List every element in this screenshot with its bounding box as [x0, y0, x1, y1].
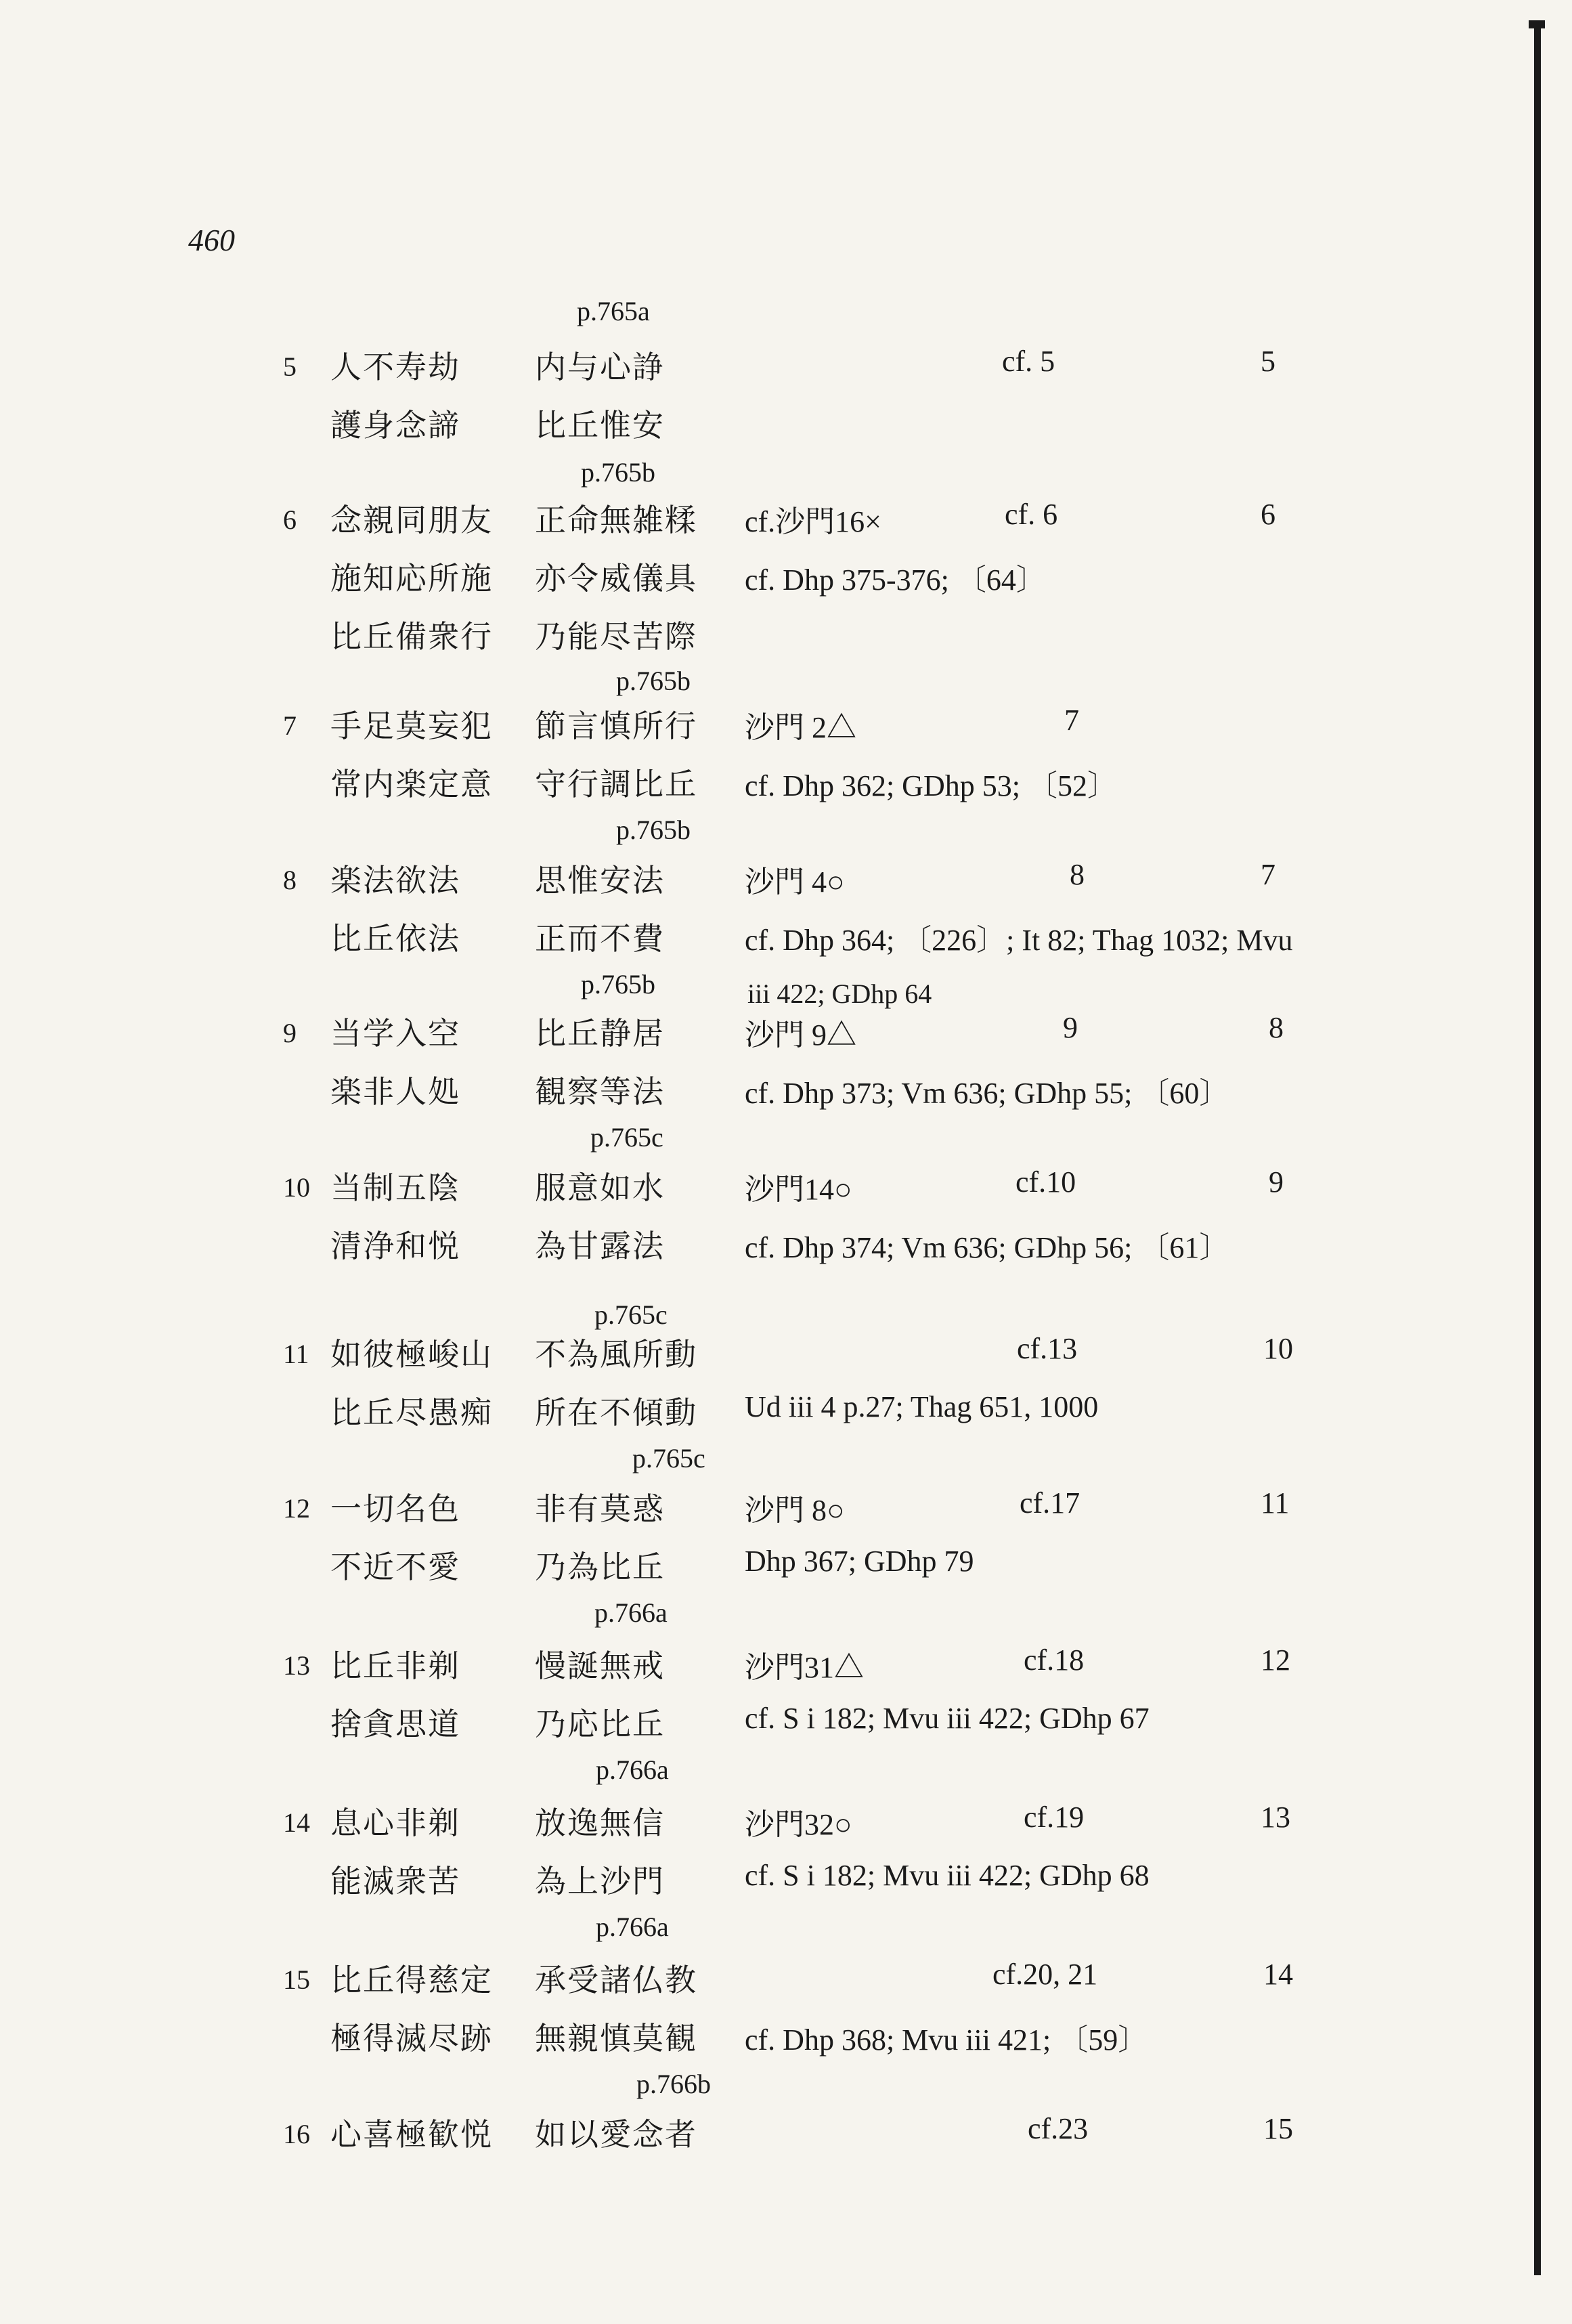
page-reference: p.766a [596, 1912, 669, 1942]
verse-line [0, 852, 1572, 910]
verse-number: 11 [283, 1339, 309, 1369]
verse-text-a: 常内楽定意 [330, 766, 493, 802]
parallel-reference: cf. S i 182; Mvu iii 422; GDhp 67 [745, 1702, 1150, 1735]
verse-text-b: 服意如水 [535, 1169, 665, 1206]
verse-entry [0, 1480, 1572, 1628]
verse-entry [0, 1159, 1572, 1330]
verse-text-b: 為上沙門 [535, 1863, 665, 1899]
verse-line [0, 1853, 1572, 1911]
verse-text-a: 比丘依法 [330, 920, 460, 957]
pali-parallel-number: cf. 6 [1005, 498, 1058, 531]
verse-number: 16 [283, 2119, 310, 2149]
verse-text-b: 乃為比丘 [535, 1549, 665, 1585]
verse-text-a: 能滅衆苦 [330, 1863, 460, 1899]
verse-line [0, 1384, 1572, 1442]
verse-line [0, 1480, 1572, 1538]
verse-text-b: 所在不傾動 [535, 1394, 697, 1431]
verse-text-b: 無親慎莫観 [535, 2020, 697, 2057]
parallel-reference: cf. S i 182; Mvu iii 422; GDhp 68 [745, 1859, 1150, 1892]
verse-entry [0, 1952, 1572, 2099]
verse-number: 5 [283, 351, 297, 382]
verse-text-a: 楽法欲法 [330, 862, 460, 899]
verse-entry [0, 697, 1572, 845]
parallel-reference: 沙門 4○ [745, 865, 845, 899]
pali-parallel-number: cf. 5 [1002, 345, 1055, 378]
verse-entry [0, 492, 1572, 696]
verse-text-b: 観察等法 [535, 1073, 665, 1110]
verse-text-a: 清浄和悦 [330, 1228, 460, 1264]
parallel-reference: 沙門 2△ [745, 711, 856, 744]
pali-parallel-number: cf.18 [1024, 1643, 1085, 1677]
verse-line [0, 339, 1572, 397]
verse-line [0, 1005, 1572, 1063]
verse-line [0, 492, 1572, 550]
verse-text-b: 思惟安法 [535, 862, 665, 899]
verse-line [0, 1063, 1572, 1121]
verse-number: 14 [283, 1807, 310, 1838]
sanskrit-parallel-number: 11 [1261, 1486, 1290, 1520]
verse-entry [0, 1005, 1572, 1153]
parallel-reference: cf. Dhp 373; Vm 636; GDhp 55; 〔60〕 [745, 1077, 1229, 1110]
verse-text-a: 当学入空 [330, 1015, 460, 1052]
sanskrit-parallel-number: 12 [1261, 1643, 1290, 1677]
verse-text-a: 如彼極峻山 [330, 1336, 493, 1373]
pali-parallel-number: cf.23 [1028, 2112, 1089, 2145]
verse-text-b: 正而不費 [535, 920, 665, 957]
parallel-reference: cf.沙門16× [745, 505, 881, 538]
verse-entry [0, 339, 1572, 488]
parallel-reference: Dhp 367; GDhp 79 [745, 1545, 974, 1578]
parallel-reference-continued: iii 422; GDhp 64 [747, 978, 932, 1009]
parallel-reference: cf. Dhp 375-376; 〔64〕 [745, 563, 1046, 597]
verse-text-b: 乃応比丘 [535, 1706, 665, 1742]
verse-text-a: 施知応所施 [330, 560, 493, 597]
verse-line [0, 697, 1572, 756]
parallel-reference: cf. Dhp 364; 〔226〕; It 82; Thag 1032; Mvu [745, 924, 1293, 957]
verse-line [0, 397, 1572, 455]
pali-parallel-number: cf.19 [1024, 1801, 1085, 1834]
page-number: 460 [188, 223, 235, 257]
verse-text-a: 護身念諦 [330, 407, 460, 444]
binding-edge-tick [1529, 20, 1545, 28]
verse-text-a: 比丘尽愚痴 [330, 1394, 493, 1431]
verse-text-b: 正命無雑糅 [535, 502, 697, 538]
verse-text-b: 内与心諍 [535, 349, 665, 385]
parallel-reference: 沙門 9△ [745, 1018, 856, 1052]
page-reference: p.765c [594, 1299, 668, 1330]
sanskrit-parallel-number: 15 [1263, 2112, 1293, 2145]
pali-parallel-number: 8 [1070, 858, 1085, 891]
verse-line [0, 756, 1572, 814]
verse-entry [0, 1637, 1572, 1785]
page-reference: p.766b [636, 2069, 711, 2099]
verse-line [0, 1159, 1572, 1218]
parallel-reference: 沙門14○ [745, 1173, 852, 1206]
verse-text-b: 守行調比丘 [535, 766, 697, 802]
page-reference: p.765c [632, 1443, 705, 1473]
sanskrit-parallel-number: 9 [1269, 1165, 1284, 1199]
verse-line [0, 910, 1572, 968]
parallel-reference: 沙門31△ [745, 1651, 864, 1684]
page-reference: p.766a [594, 1597, 668, 1628]
pali-parallel-number: cf.17 [1020, 1486, 1080, 1520]
pali-parallel-number: cf.13 [1017, 1332, 1078, 1365]
verse-text-b: 如以愛念者 [535, 2116, 697, 2153]
page-reference: p.765c [590, 1122, 663, 1153]
pali-parallel-number: 7 [1064, 704, 1079, 737]
sanskrit-parallel-number: 13 [1261, 1801, 1290, 1834]
verse-text-b: 比丘静居 [535, 1015, 665, 1052]
verse-line [0, 1696, 1572, 1754]
verse-text-a: 比丘非剃 [330, 1648, 460, 1684]
verse-text-a: 比丘備衆行 [330, 618, 493, 655]
verse-text-a: 息心非剃 [330, 1805, 460, 1841]
sanskrit-parallel-number: 14 [1263, 1958, 1293, 1991]
pali-parallel-number: 9 [1063, 1011, 1078, 1044]
verse-text-a: 手足莫妄犯 [330, 708, 493, 744]
verse-number: 9 [283, 1018, 297, 1048]
verse-entry [0, 2106, 1572, 2164]
page-reference: p.765b [616, 666, 691, 696]
verse-text-a: 人不寿劫 [330, 349, 460, 385]
parallel-reference: cf. Dhp 362; GDhp 53; 〔52〕 [745, 769, 1117, 802]
parallel-reference: Ud iii 4 p.27; Thag 651, 1000 [745, 1390, 1099, 1423]
verse-text-a: 不近不愛 [330, 1549, 460, 1585]
page-reference: p.766a [596, 1755, 669, 1785]
parallel-reference: cf. Dhp 368; Mvu iii 421; 〔59〕 [745, 2023, 1148, 2057]
verse-number: 8 [283, 865, 297, 895]
verse-number: 15 [283, 1964, 310, 1995]
verse-entry [0, 852, 1572, 1009]
verse-text-a: 念親同朋友 [330, 502, 493, 538]
sanskrit-parallel-number: 7 [1261, 858, 1275, 891]
verse-number: 10 [283, 1172, 310, 1203]
verse-line [0, 1326, 1572, 1384]
verse-line [0, 1218, 1572, 1276]
pali-parallel-number: cf.10 [1016, 1165, 1076, 1199]
page-reference: p.765b [616, 815, 691, 845]
verse-text-b: 比丘惟安 [535, 407, 665, 444]
verse-text-b: 不為風所動 [535, 1336, 697, 1373]
verse-text-b: 非有莫惑 [535, 1490, 665, 1527]
page-reference-top: p.765a [577, 296, 650, 326]
verse-text-b: 亦令威儀具 [535, 560, 697, 597]
verse-number: 13 [283, 1650, 310, 1681]
verse-line [0, 1794, 1572, 1853]
verse-line [0, 2106, 1572, 2164]
parallel-reference: cf. Dhp 374; Vm 636; GDhp 56; 〔61〕 [745, 1231, 1229, 1264]
verse-line [0, 2010, 1572, 2068]
verse-entry [0, 1794, 1572, 1942]
verse-text-b: 放逸無信 [535, 1805, 665, 1841]
verse-text-a: 比丘得慈定 [330, 1962, 493, 1998]
verse-text-a: 当制五陰 [330, 1169, 460, 1206]
verse-text-a: 楽非人処 [330, 1073, 460, 1110]
verse-text-b: 慢誕無戒 [535, 1648, 665, 1684]
parallel-reference: 沙門 8○ [745, 1494, 845, 1527]
verse-number: 7 [283, 710, 297, 741]
verse-text-a: 一切名色 [330, 1490, 460, 1527]
sanskrit-parallel-number: 8 [1269, 1011, 1284, 1044]
verse-line [0, 1952, 1572, 2010]
verse-text-a: 心喜極歓悦 [330, 2116, 493, 2153]
sanskrit-parallel-number: 10 [1263, 1332, 1293, 1365]
sanskrit-parallel-number: 6 [1261, 498, 1275, 531]
page-reference: p.765b [581, 457, 655, 488]
pali-parallel-number: cf.20, 21 [992, 1958, 1098, 1991]
verse-text-b: 為甘露法 [535, 1228, 665, 1264]
verse-text-a: 極得滅尽跡 [330, 2020, 493, 2057]
verse-line [0, 1538, 1572, 1597]
verse-line [0, 1637, 1572, 1696]
verse-line [0, 608, 1572, 666]
verse-text-b: 乃能尽苦際 [535, 618, 697, 655]
verse-line [0, 550, 1572, 608]
verse-text-b: 承受諸仏教 [535, 1962, 697, 1998]
parallel-reference: 沙門32○ [745, 1808, 852, 1841]
page-reference: p.765b [581, 969, 655, 999]
verse-number: 12 [283, 1493, 310, 1524]
verse-text-a: 捨貪思道 [330, 1706, 460, 1742]
verse-text-b: 節言慎所行 [535, 708, 697, 744]
sanskrit-parallel-number: 5 [1261, 345, 1275, 378]
verse-number: 6 [283, 504, 297, 535]
verse-entry [0, 1326, 1572, 1473]
